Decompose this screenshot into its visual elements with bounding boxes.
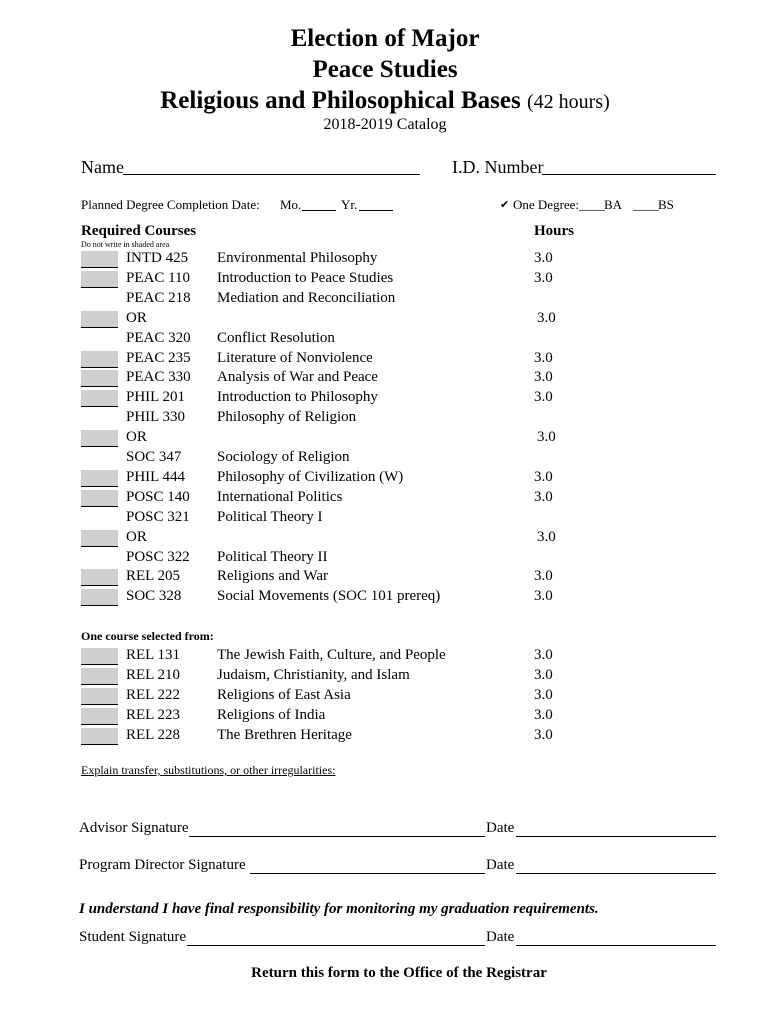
- id-number-label: I.D. Number: [452, 157, 544, 177]
- course-title: Philosophy of Civilization (W): [217, 468, 404, 485]
- shaded-check-box: [81, 271, 118, 288]
- course-hours: 3.0: [534, 349, 553, 366]
- course-title: Judaism, Christianity, and Islam: [217, 666, 410, 683]
- shaded-check-box: [81, 470, 118, 487]
- course-hours: 3.0: [534, 568, 553, 585]
- course-code: REL 223: [126, 706, 181, 723]
- course-title: The Jewish Faith, Culture, and People: [217, 647, 446, 663]
- course-title: Religions of India: [217, 706, 326, 723]
- advisor-signature-field[interactable]: [189, 820, 485, 837]
- id-number-field[interactable]: [542, 158, 716, 175]
- one-degree-label: One Degree:: [513, 197, 580, 212]
- student-signature-label: Student Signature: [79, 929, 187, 945]
- responsibility-statement: I understand I have final responsibility for monitoring my graduation requirements.: [79, 901, 599, 917]
- course-code: OR: [126, 429, 147, 446]
- director-signature-label: Program Director Signature: [79, 857, 246, 873]
- course-hours: 3.0: [537, 429, 556, 446]
- ba-blank[interactable]: ____: [579, 197, 605, 212]
- ba-label: BA: [604, 197, 623, 212]
- course-title: Environmental Philosophy: [217, 250, 378, 266]
- course-code: REL 210: [126, 666, 181, 683]
- shaded-check-box: [81, 351, 118, 368]
- hours-heading: Hours: [534, 223, 575, 239]
- course-hours: 3.0: [534, 488, 553, 505]
- course-title: Conflict Resolution: [217, 329, 335, 346]
- course-hours: 3.0: [534, 369, 553, 386]
- course-hours: 3.0: [534, 250, 553, 266]
- course-title: Introduction to Peace Studies: [217, 269, 394, 286]
- course-hours: 3.0: [537, 528, 556, 545]
- title-line-3: [0, 86, 770, 117]
- course-code: PEAC 330: [126, 369, 191, 386]
- title-line-2: Peace Studies: [312, 56, 458, 83]
- course-code: REL 222: [126, 686, 181, 703]
- course-code: REL 205: [126, 568, 181, 585]
- title-hours: (42 hours): [526, 91, 610, 113]
- elective-heading: One course selected from:: [81, 629, 214, 643]
- course-code: PHIL 330: [126, 409, 186, 426]
- course-code: POSC 140: [126, 488, 190, 505]
- completion-date-label: Planned Degree Completion Date:: [81, 197, 260, 212]
- course-title: Political Theory II: [217, 548, 328, 565]
- course-hours: 3.0: [537, 309, 556, 326]
- director-signature-field[interactable]: [250, 857, 485, 874]
- shaded-check-box: [81, 708, 118, 725]
- course-code: SOC 347: [126, 449, 182, 465]
- course-title: The Brethren Heritage: [217, 726, 352, 743]
- course-title: Political Theory I: [217, 508, 323, 525]
- course-title: Introduction to Philosophy: [217, 389, 378, 406]
- course-title: International Politics: [217, 488, 343, 505]
- course-title: Religions of East Asia: [217, 686, 351, 703]
- explain-irregularities-label: Explain transfer, substitutions, or other irregularities:: [81, 763, 336, 777]
- course-code: REL 228: [126, 726, 181, 743]
- course-hours: 3.0: [534, 726, 553, 743]
- director-date-field[interactable]: [516, 857, 716, 874]
- advisor-date-field[interactable]: [516, 820, 716, 837]
- course-hours: 3.0: [534, 686, 553, 703]
- checkmark-icon: ✔: [500, 199, 510, 211]
- month-field[interactable]: [302, 196, 336, 211]
- course-code: PEAC 218: [126, 289, 191, 306]
- course-code: SOC 328: [126, 588, 182, 605]
- course-hours: 3.0: [534, 269, 553, 286]
- shaded-check-box: [81, 589, 118, 606]
- course-title: Analysis of War and Peace: [217, 369, 378, 386]
- year-label: Yr.: [341, 197, 358, 212]
- course-hours: 3.0: [534, 706, 553, 723]
- name-field[interactable]: [123, 158, 420, 175]
- course-title: Religions and War: [217, 568, 328, 585]
- course-hours: 3.0: [534, 647, 553, 663]
- shaded-check-box: [81, 251, 118, 268]
- course-code: POSC 321: [126, 508, 190, 525]
- student-signature-field[interactable]: [187, 929, 485, 946]
- shaded-check-box: [81, 430, 118, 447]
- course-title: Sociology of Religion: [217, 449, 350, 465]
- shaded-check-box: [81, 390, 118, 407]
- course-code: OR: [126, 528, 147, 545]
- course-code: INTD 425: [126, 250, 189, 266]
- shaded-check-box: [81, 569, 118, 586]
- shaded-check-box: [81, 648, 118, 665]
- bs-label: BS: [658, 197, 674, 212]
- shaded-area-note: Do not write in shaded area: [81, 240, 170, 249]
- name-label: Name: [81, 157, 124, 177]
- shaded-check-box: [81, 311, 118, 328]
- course-title: Philosophy of Religion: [217, 409, 357, 426]
- course-code: PEAC 235: [126, 349, 191, 366]
- title-line-1: Election of Major: [290, 25, 480, 52]
- required-courses-heading: Required Courses: [81, 223, 197, 239]
- shaded-check-box: [81, 688, 118, 705]
- course-code: PEAC 320: [126, 329, 191, 346]
- course-hours: 3.0: [534, 666, 553, 683]
- student-date-field[interactable]: [516, 929, 716, 946]
- advisor-date-label: Date: [486, 820, 515, 836]
- bs-blank[interactable]: ____: [633, 197, 659, 212]
- course-code: OR: [126, 309, 147, 326]
- course-hours: 3.0: [534, 588, 553, 605]
- course-title: Social Movements (SOC 101 prereq): [217, 588, 441, 605]
- advisor-signature-label: Advisor Signature: [79, 820, 189, 836]
- course-code: POSC 322: [126, 548, 190, 565]
- course-title: Literature of Nonviolence: [217, 349, 373, 366]
- course-hours: 3.0: [534, 468, 553, 485]
- shaded-check-box: [81, 490, 118, 507]
- shaded-check-box: [81, 370, 118, 387]
- month-label: Mo.: [280, 197, 302, 212]
- course-title: Mediation and Reconciliation: [217, 289, 396, 306]
- shaded-check-box: [81, 530, 118, 547]
- title-program: Religious and Philosophical Bases: [160, 87, 521, 114]
- course-code: PHIL 201: [126, 389, 186, 406]
- year-field[interactable]: [359, 196, 393, 211]
- shaded-check-box: [81, 668, 118, 685]
- course-code: PEAC 110: [126, 269, 191, 286]
- student-date-label: Date: [486, 929, 515, 945]
- director-date-label: Date: [486, 857, 515, 873]
- catalog-year: 2018-2019 Catalog: [323, 116, 447, 133]
- return-instructions: Return this form to the Office of the Registrar: [251, 965, 547, 981]
- course-code: REL 131: [126, 647, 181, 663]
- shaded-check-box: [81, 728, 118, 745]
- course-code: PHIL 444: [126, 468, 186, 485]
- course-hours: 3.0: [534, 389, 553, 406]
